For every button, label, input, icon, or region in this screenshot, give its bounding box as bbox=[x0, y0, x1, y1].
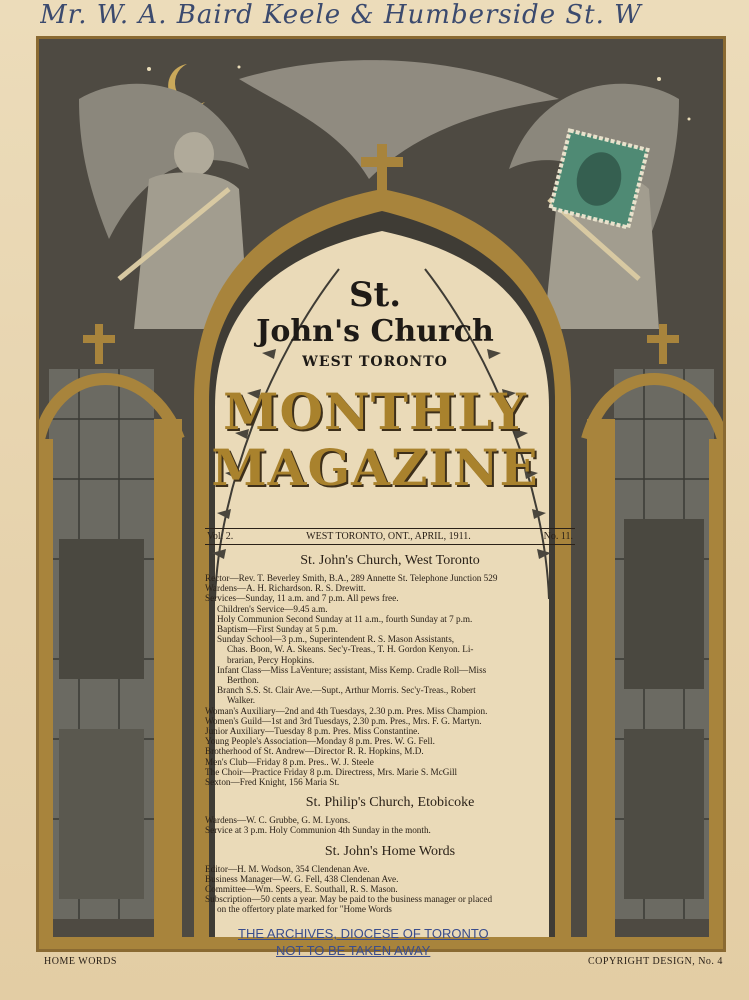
issue-number: No. 11. bbox=[543, 531, 573, 542]
masthead bbox=[210, 276, 540, 496]
list-item: Children's Service—9.45 a.m. bbox=[217, 603, 328, 614]
list-item: Business Manager—W. G. Fell, 438 Clendenan Ave. bbox=[205, 873, 399, 884]
st-philips-listing bbox=[205, 815, 575, 835]
handwritten-address: Mr. W. A. Baird Keele & Humberside St. W bbox=[40, 0, 642, 30]
list-item: Committee—Wm. Speers, E. Southall, R. S. Mason. bbox=[205, 884, 398, 895]
footer-left: HOME WORDS bbox=[44, 956, 117, 967]
list-item: The Choir—Practice Friday 8 p.m. Directress, Mrs. Marie S. McGill bbox=[205, 766, 458, 777]
section-heading-st-johns: St. John's Church, West Toronto bbox=[300, 553, 480, 568]
list-item: Chas. Boon, W. A. Skeans. Sec'y-Treas., T. H. Gordon Kenyon. Li- bbox=[227, 644, 474, 655]
home-words-listing bbox=[205, 864, 575, 915]
list-item: Wardens—A. H. Richardson. R. S. Drewitt. bbox=[205, 583, 366, 594]
list-item: Young People's Association—Monday 8 p.m. Pres. W. G. Fell. bbox=[205, 736, 435, 747]
list-item: Rector—Rev. T. Beverley Smith, B.A., 289 Annette St. Telephone Junction 529 bbox=[205, 573, 498, 583]
list-item: Woman's Auxiliary—2nd and 4th Tuesdays, 2.30 p.m. Pres. Miss Champion. bbox=[205, 705, 488, 716]
archive-stamp-line1: THE ARCHIVES, DIOCESE OF TORONTO bbox=[238, 926, 489, 941]
list-item: Men's Club—Friday 8 p.m. Pres.. W. J. Steele bbox=[205, 756, 374, 767]
right-cross-icon bbox=[659, 324, 667, 364]
list-item: Baptism—First Sunday at 5 p.m. bbox=[217, 624, 338, 635]
list-item: brarian, Percy Hopkins. bbox=[227, 654, 315, 665]
center-cross-icon bbox=[377, 144, 387, 192]
list-item: Holy Communion Second Sunday at 11 a.m., fourth Sunday at 7 p.m. bbox=[217, 613, 473, 624]
title-magazine: MAGAZINE bbox=[211, 438, 539, 497]
issue-volume: Vol. 2. bbox=[207, 531, 234, 542]
list-item: Sunday School—3 p.m., Superintendent R. S. Mason Assistants, bbox=[217, 634, 455, 645]
list-item: Branch S.S. St. Clair Ave.—Supt., Arthur Morris. Sec'y-Treas., Robert bbox=[217, 685, 476, 696]
issue-bar bbox=[205, 528, 575, 545]
archive-stamp bbox=[238, 925, 489, 959]
list-item: Junior Auxiliary—Tuesday 8 p.m. Pres. Miss Constantine. bbox=[205, 726, 420, 737]
list-item: Subscription—50 cents a year. May be paid to the business manager or placed bbox=[205, 894, 493, 905]
list-item: Women's Guild—1st and 3rd Tuesdays, 2.30 p.m. Pres., Mrs. F. G. Martyn. bbox=[205, 715, 482, 726]
footer-right: COPYRIGHT DESIGN, No. 4 bbox=[588, 956, 723, 967]
list-item: Infant Class—Miss LaVenture; assistant, Miss Kemp. Cradle Roll—Miss bbox=[217, 664, 487, 675]
list-item: Service at 3 p.m. Holy Communion 4th Sunday in the month. bbox=[205, 825, 431, 836]
list-item: Services—Sunday, 11 a.m. and 7 p.m. All pews free. bbox=[205, 593, 399, 604]
archive-stamp-line2: NOT TO BE TAKEN AWAY bbox=[276, 943, 431, 958]
section-heading-home-words: St. John's Home Words bbox=[324, 843, 456, 859]
left-gold-pillar bbox=[154, 419, 182, 939]
left-angel-head-icon bbox=[174, 132, 214, 176]
directory-content bbox=[205, 528, 575, 915]
title-location: WEST TORONTO bbox=[302, 354, 448, 370]
issue-place-date: WEST TORONTO, ONT., APRIL, 1911. bbox=[306, 531, 471, 542]
left-cross-icon bbox=[95, 324, 103, 364]
list-item: Editor—H. M. Wodson, 354 Clendenan Ave. bbox=[205, 863, 370, 874]
list-item: Berthon. bbox=[227, 675, 259, 686]
title-church: John's Church bbox=[256, 314, 494, 349]
title-st: St. bbox=[348, 275, 402, 315]
st-johns-listing bbox=[205, 573, 575, 787]
list-item: on the offertory plate marked for "Home Words bbox=[217, 904, 392, 915]
list-item: Wardens—W. C. Grubbe, G. M. Lyons. bbox=[205, 815, 351, 826]
title-monthly: MONTHLY bbox=[223, 382, 527, 441]
list-item: Brotherhood of St. Andrew—Director R. R. Hopkins, M.D. bbox=[205, 746, 424, 757]
list-item: Sexton—Fred Knight, 156 Maria St. bbox=[205, 777, 340, 788]
list-item: Walker. bbox=[227, 695, 256, 706]
section-heading-st-philips: St. Philip's Church, Etobicoke bbox=[305, 795, 475, 811]
right-gold-pillar bbox=[587, 419, 615, 939]
